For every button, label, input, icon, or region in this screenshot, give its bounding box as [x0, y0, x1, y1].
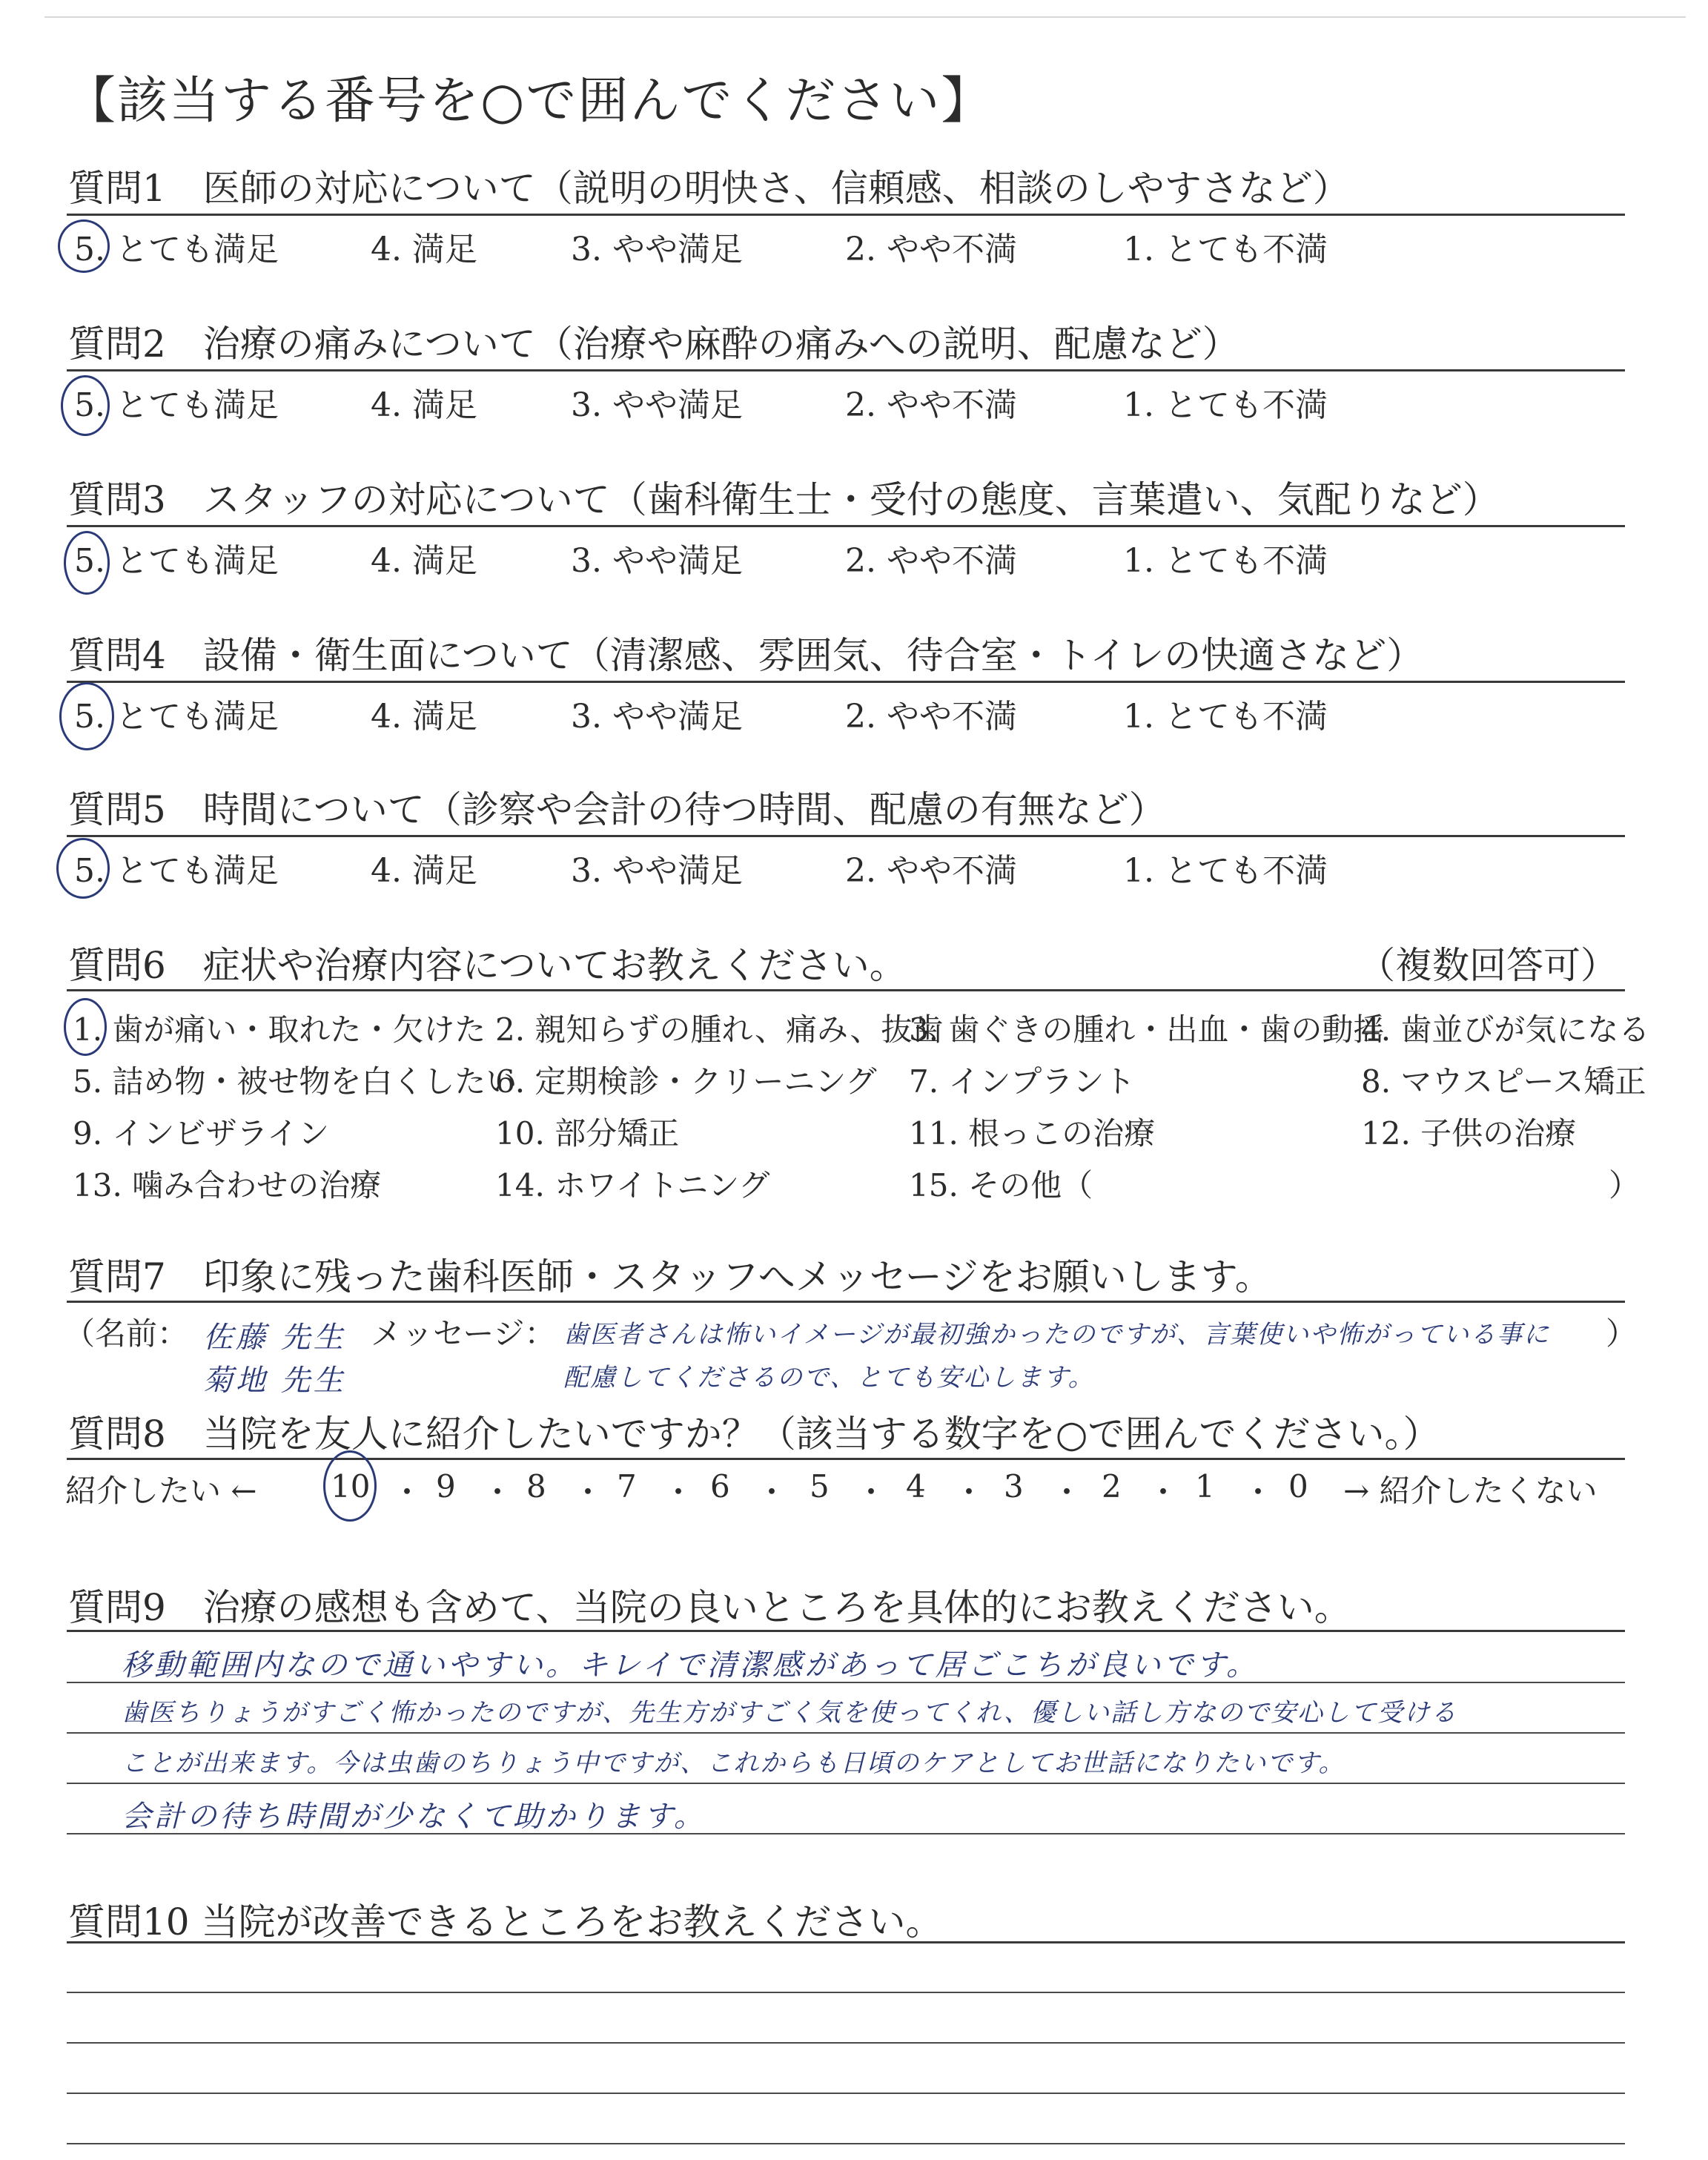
q5-option-4[interactable]: 4. 満足	[371, 852, 477, 890]
q6-item-15[interactable]: 15. その他（	[909, 1167, 1093, 1203]
q5-option-1[interactable]: 1. とても不満	[1123, 852, 1328, 890]
q6-item-14[interactable]: 14. ホワイトニング	[495, 1167, 770, 1203]
q10-rule	[67, 1941, 1625, 1943]
q7-message-label: メッセージ：	[371, 1315, 556, 1352]
q6-item-9[interactable]: 9. インビザライン	[73, 1115, 330, 1152]
q6-item-7[interactable]: 7. インプラント	[909, 1063, 1136, 1100]
q10-answer-line[interactable]	[67, 2143, 1625, 2144]
q6-item-8[interactable]: 8. マウスピース矯正	[1361, 1063, 1646, 1100]
q6-item-13[interactable]: 13. 噛み合わせの治療	[73, 1167, 382, 1203]
q6-item-2[interactable]: 2. 親知らずの腫れ、痛み、抜歯	[495, 1011, 944, 1048]
q6-item-1[interactable]: 1. 歯が痛い・取れた・欠けた	[73, 1011, 486, 1048]
q8-scale-7[interactable]: 7	[617, 1468, 637, 1505]
q8-dot: ・	[855, 1474, 887, 1510]
q9-line-rule	[67, 1682, 1625, 1683]
q2-option-4[interactable]: 4. 満足	[371, 386, 477, 424]
q8-dot: ・	[572, 1474, 604, 1510]
q9-line-rule	[67, 1833, 1625, 1834]
q1-option-1[interactable]: 1. とても不満	[1123, 231, 1328, 268]
q8-dot: ・	[391, 1474, 423, 1510]
q10-answer-line[interactable]	[67, 2042, 1625, 2044]
q6-other-close-paren: ）	[1609, 1167, 1641, 1203]
q6-item-10[interactable]: 10. 部分矯正	[495, 1115, 680, 1152]
q7-message-line-1: 歯医者さんは怖いイメージが最初強かったのですが、言葉使いや怖がっている事に	[563, 1320, 1550, 1350]
q5-option-2[interactable]: 2. やや不満	[845, 852, 1017, 890]
q6-rule	[67, 989, 1625, 991]
q4-option-3[interactable]: 3. やや満足	[571, 698, 743, 736]
q10-answer-line[interactable]	[67, 2093, 1625, 2094]
q2-option-3[interactable]: 3. やや満足	[571, 386, 743, 424]
q8-dot: ・	[1051, 1474, 1083, 1510]
q4-title: 質問4 設備・衛生面について（清潔感、雰囲気、待合室・トイレの快適さなど）	[68, 634, 1424, 677]
q3-option-1[interactable]: 1. とても不満	[1123, 542, 1328, 580]
q8-dot: ・	[1242, 1474, 1274, 1510]
q4-option-2[interactable]: 2. やや不満	[845, 698, 1017, 736]
q9-rule	[67, 1630, 1625, 1632]
q5-title: 質問5 時間について（診察や会計の待つ時間、配慮の有無など）	[68, 788, 1166, 831]
q7-close-paren: ）	[1606, 1315, 1638, 1352]
q2-rule	[67, 369, 1625, 371]
q2-option-1[interactable]: 1. とても不満	[1123, 386, 1328, 424]
q8-right-label: → 紹介したくない	[1343, 1473, 1598, 1509]
q6-multiple-note: （複数回答可）	[1358, 944, 1618, 987]
q6-item-6[interactable]: 6. 定期検診・クリーニング	[495, 1063, 877, 1100]
q8-scale-10[interactable]: 10	[331, 1468, 371, 1505]
q8-left-label: 紹介したい ←	[65, 1473, 257, 1509]
q7-title: 質問7 印象に残った歯科医師・スタッフへメッセージをお願いします。	[68, 1255, 1272, 1298]
q4-option-1[interactable]: 1. とても不満	[1123, 698, 1328, 736]
q6-item-5[interactable]: 5. 詰め物・被せ物を白くしたい	[73, 1063, 517, 1100]
q8-scale-5[interactable]: 5	[810, 1468, 830, 1505]
q3-title: 質問3 スタッフの対応について（歯科衛生士・受付の態度、言葉遣い、気配りなど）	[68, 478, 1500, 521]
q10-title: 質問10 当院が改善できるところをお教えください。	[68, 1900, 943, 1943]
q5-option-3[interactable]: 3. やや満足	[571, 852, 743, 890]
q7-name-label: （名前：	[64, 1315, 189, 1352]
q1-option-4[interactable]: 4. 満足	[371, 231, 477, 268]
q3-option-5[interactable]: 5. とても満足	[74, 542, 279, 580]
q3-rule	[67, 525, 1625, 527]
q10-answer-line[interactable]	[67, 1992, 1625, 1993]
q9-answer-line-3: ことが出来ます。今は虫歯のちりょう中ですが、これからも日頃のケアとしてお世話になりたいです。	[122, 1748, 1345, 1778]
q1-option-5[interactable]: 5. とても満足	[74, 231, 279, 268]
q6-item-4[interactable]: 4. 歯並びが気になる	[1361, 1011, 1650, 1048]
q5-rule	[67, 835, 1625, 837]
q8-dot: ・	[953, 1474, 985, 1510]
q8-title: 質問8 当院を友人に紹介したいですか？（該当する数字を○で囲んでください。）	[68, 1413, 1440, 1456]
q8-scale-0[interactable]: 0	[1288, 1468, 1308, 1505]
q6-item-12[interactable]: 12. 子供の治療	[1361, 1115, 1577, 1152]
q9-title: 質問9 治療の感想も含めて、当院の良いところを具体的にお教えください。	[68, 1586, 1351, 1629]
q4-rule	[67, 681, 1625, 683]
q1-option-3[interactable]: 3. やや満足	[571, 231, 743, 268]
q9-line-rule	[67, 1783, 1625, 1784]
q6-item-3[interactable]: 3. 歯ぐきの腫れ・出血・歯の動揺	[909, 1011, 1385, 1048]
q8-scale-1[interactable]: 1	[1195, 1468, 1215, 1505]
q2-title: 質問2 治療の痛みについて（治療や麻酔の痛みへの説明、配慮など）	[68, 323, 1239, 366]
instruction-header: 【該当する番号を○で囲んでください】	[65, 72, 993, 131]
q8-scale-3[interactable]: 3	[1004, 1468, 1024, 1505]
q8-dot: ・	[482, 1474, 514, 1510]
q7-name-2: 菊地 先生	[203, 1364, 346, 1398]
q4-option-4[interactable]: 4. 満足	[371, 698, 477, 736]
q8-scale-2[interactable]: 2	[1102, 1468, 1122, 1505]
q8-rule	[67, 1458, 1625, 1460]
scan-top-edge	[44, 16, 1686, 18]
q6-item-11[interactable]: 11. 根っこの治療	[909, 1115, 1156, 1152]
q5-option-5[interactable]: 5. とても満足	[74, 852, 279, 890]
q2-option-2[interactable]: 2. やや不満	[845, 386, 1017, 424]
q1-option-2[interactable]: 2. やや不満	[845, 231, 1017, 268]
q9-answer-line-1: 移動範囲内なので通いやすい。キレイで清潔感があって居ごこちが良いです。	[122, 1648, 1259, 1682]
q2-option-5[interactable]: 5. とても満足	[74, 386, 279, 424]
q8-scale-4[interactable]: 4	[906, 1468, 926, 1505]
q8-scale-9[interactable]: 9	[436, 1468, 456, 1505]
q8-scale-6[interactable]: 6	[710, 1468, 730, 1505]
q6-title: 質問6 症状や治療内容についてお教えください。	[68, 944, 907, 987]
q1-title: 質問1 医師の対応について（説明の明快さ、信頼感、相談のしやすさなど）	[68, 167, 1350, 210]
q9-answer-line-2: 歯医ちりょうがすごく怖かったのですが、先生方がすごく気を使ってくれ、優しい話し方なので安心して受ける	[122, 1698, 1458, 1728]
q8-dot: ・	[663, 1474, 695, 1510]
q9-line-rule	[67, 1732, 1625, 1734]
q3-option-3[interactable]: 3. やや満足	[571, 542, 743, 580]
q8-dot: ・	[756, 1474, 788, 1510]
q7-message-line-2: 配慮してくださるので、とても安心します。	[563, 1363, 1095, 1393]
q3-option-4[interactable]: 4. 満足	[371, 542, 477, 580]
q7-name-1: 佐藤 先生	[203, 1321, 346, 1355]
q8-scale-8[interactable]: 8	[526, 1468, 546, 1505]
q1-rule	[67, 214, 1625, 216]
q9-answer-line-4: 会計の待ち時間が少なくて助かります。	[122, 1800, 706, 1834]
q8-dot: ・	[1148, 1474, 1179, 1510]
q3-option-2[interactable]: 2. やや不満	[845, 542, 1017, 580]
q4-option-5[interactable]: 5. とても満足	[74, 698, 279, 736]
q7-rule	[67, 1301, 1625, 1303]
